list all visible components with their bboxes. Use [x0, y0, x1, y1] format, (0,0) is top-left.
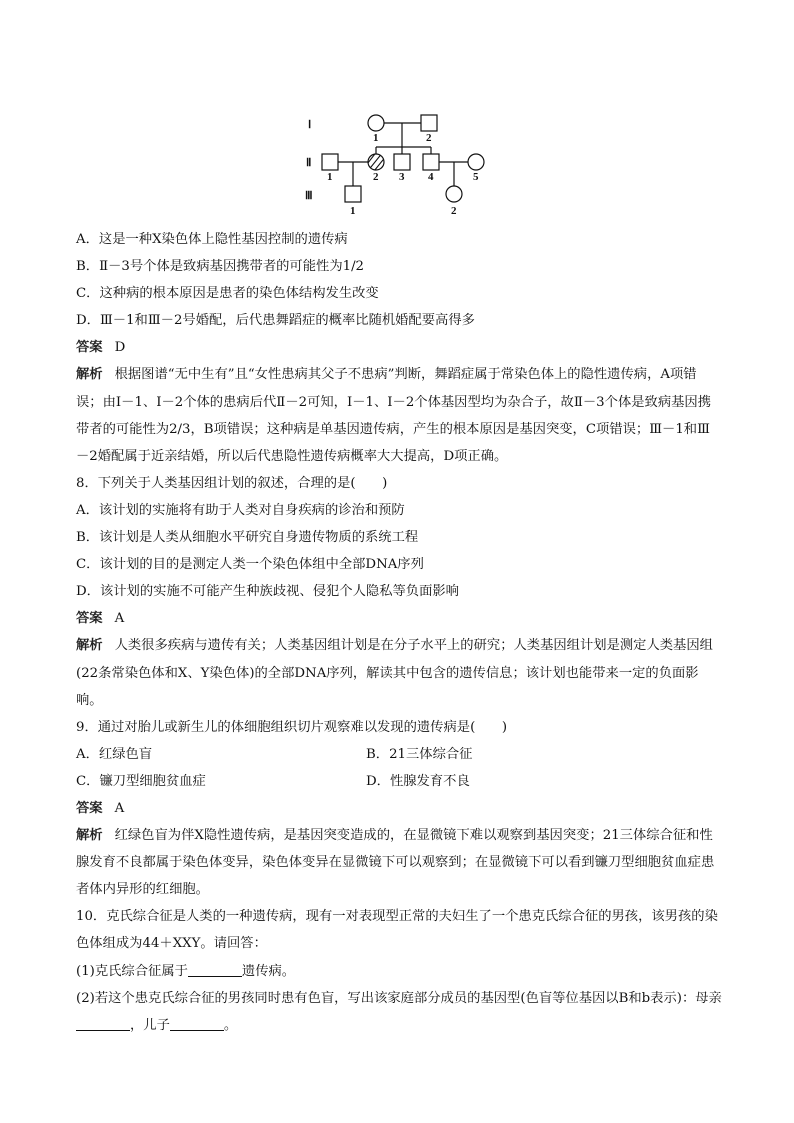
q10-mother-blank[interactable] — [76, 1016, 130, 1031]
gen3-num-2: 2 — [451, 205, 457, 217]
gen-label-1: Ⅰ — [308, 119, 312, 131]
gen1-num-1: 1 — [373, 132, 379, 144]
q10-sub2-mid: ，儿子 — [130, 1017, 170, 1033]
analysis-label: 解析 — [76, 828, 103, 844]
gen2-num-3: 3 — [399, 171, 405, 183]
gen2-male-1 — [322, 154, 338, 170]
q8-stem: 8．下列关于人类基因组计划的叙述，合理的是( ) — [76, 475, 388, 491]
document-body — [76, 226, 722, 1039]
gen1-num-2: 2 — [426, 132, 432, 144]
gen1-female-1 — [368, 115, 384, 131]
gen2-num-4: 4 — [428, 171, 434, 183]
gen2-male-4 — [423, 154, 439, 170]
q7-option-c: C．这种病的根本原因是患者的染色体结构发生改变 — [76, 286, 379, 302]
answer-label: 答案 — [76, 611, 103, 627]
analysis-text: 人类很多疾病与遗传有关；人类基因组计划是在分子水平上的研究；人类基因组计划是测定人类基因组(22条常染色体和X、Y染色体)的全部DNA序列，解读其中包含的遗传信息；该计划也能带来一定的负面影响。 — [76, 638, 713, 708]
q10-sub1-text: (1)克氏综合征属于 — [76, 963, 188, 979]
q9-options-row-2 — [76, 768, 722, 795]
q8-option-b: B．该计划是人类从细胞水平研究自身遗传物质的系统工程 — [76, 530, 419, 546]
q9-answer — [76, 795, 722, 822]
q8-analysis — [76, 632, 722, 713]
q7-answer — [76, 334, 722, 361]
q10-sub1 — [76, 958, 722, 985]
q10-stem: 10．克氏综合征是人类的一种遗传病，现有一对表现型正常的夫妇生了一个患克氏综合征的男孩，该男孩的染色体组成为44＋XXY。请回答： — [76, 909, 718, 952]
answer-value: D — [114, 340, 126, 356]
answer-value: A — [114, 611, 125, 627]
q8-option-d: D．该计划的实施不可能产生种族歧视、侵犯个人隐私等负面影响 — [76, 584, 459, 600]
gen-label-3: Ⅲ — [305, 190, 313, 202]
q9-option-a: A．红绿色盲 — [76, 746, 153, 762]
q8-option-a: A．该计划的实施将有助于人类对自身疾病的诊治和预防 — [76, 502, 405, 518]
answer-label: 答案 — [76, 800, 103, 816]
q9-analysis — [76, 822, 722, 903]
q10-sub2-tail: 。 — [223, 1017, 238, 1033]
analysis-label: 解析 — [76, 367, 103, 383]
q9-stem: 9．通过对胎儿或新生儿的体细胞组织切片观察难以发现的遗传病是( ) — [76, 719, 508, 735]
q8-answer — [76, 605, 722, 632]
q7-option-a: A．这是一种X染色体上隐性基因控制的遗传病 — [76, 232, 348, 247]
q9-options-row-1 — [76, 741, 722, 768]
gen2-num-1: 1 — [327, 171, 333, 183]
answer-value: A — [114, 800, 125, 816]
gen2-male-3 — [394, 154, 410, 170]
gen3-female-2 — [446, 186, 462, 202]
gen-label-2: Ⅱ — [306, 157, 312, 169]
q9-option-d: D．性腺发育不良 — [366, 773, 470, 789]
q10-sub2 — [76, 985, 722, 1039]
q7-option-d: D．Ⅲ－1和Ⅲ－2号婚配，后代患舞蹈症的概率比随机婚配要高得多 — [76, 313, 475, 329]
q9-option-b: B．21三体综合征 — [366, 746, 473, 762]
analysis-text: 红绿色盲为伴X隐性遗传病，是基因突变造成的，在显微镜下难以观察到基因突变；21三体综合征和性腺发育不良都属于染色体变异，染色体变异在显微镜下可以观察到；在显微镜下可以看到镰刀型细胞贫血症患者体内异形的红细胞。 — [76, 828, 715, 898]
gen2-female-5 — [468, 154, 484, 170]
q10-sub1-tail: 遗传病。 — [241, 963, 296, 979]
q9-option-c: C．镰刀型细胞贫血症 — [76, 773, 206, 789]
pedigree-diagram — [290, 100, 510, 230]
analysis-label: 解析 — [76, 638, 103, 654]
q7-analysis — [76, 361, 722, 469]
q8-option-c: C．该计划的目的是测定人类一个染色体组中全部DNA序列 — [76, 557, 424, 573]
q10-sub1-blank[interactable] — [188, 962, 242, 977]
q7-option-b: B．Ⅱ－3号个体是致病基因携带者的可能性为1/2 — [76, 259, 365, 275]
q10-sub2-text: (2)若这个患克氏综合征的男孩同时患有色盲，写出该家庭部分成员的基因型(色盲等位基因以B和b表示)：母亲 — [76, 990, 722, 1006]
gen3-male-1 — [345, 186, 361, 202]
gen2-num-2: 2 — [373, 171, 379, 183]
gen2-num-5: 5 — [473, 171, 479, 183]
analysis-text: 根据图谱“无中生有”且“女性患病其父子不患病”判断，舞蹈症属于常染色体上的隐性遗传病，A项错误；由Ⅰ－1、Ⅰ－2个体的患病后代Ⅱ－2可知，Ⅰ－1、Ⅰ－2个体基因型均为杂合子，故Ⅱ－3个体是致病基因携带者的可能性为2/3，B项错误；这种病是单基因遗传病，产生的根本原因是基因突变，C项错误；Ⅲ－1和Ⅲ－2婚配属于近亲结婚，所以后代患隐性遗传病概率大大提高，D项正确。 — [76, 367, 712, 464]
gen1-male-2 — [421, 115, 437, 131]
answer-label: 答案 — [76, 340, 103, 356]
q10-son-blank[interactable] — [170, 1016, 224, 1031]
gen3-num-1: 1 — [350, 205, 356, 217]
